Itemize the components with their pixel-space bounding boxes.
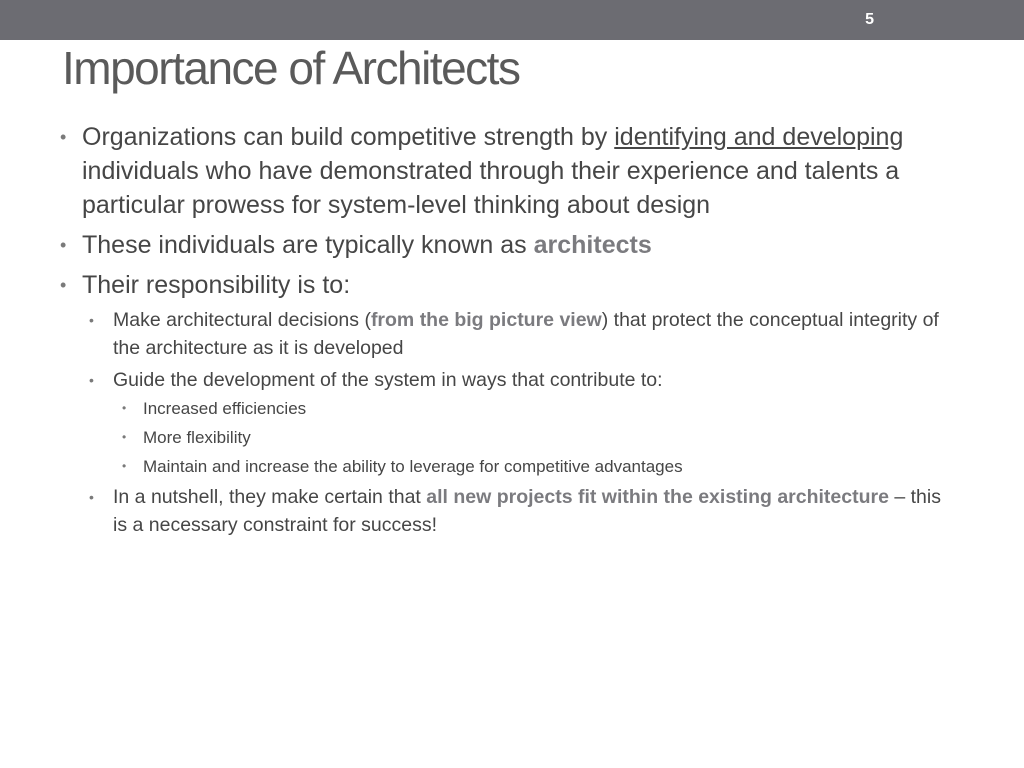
- underlined-phrase: identifying and developing: [614, 123, 904, 151]
- slide-content: [58, 120, 958, 545]
- bullet-list: [58, 120, 958, 539]
- sub-sub-bullet-list: [113, 396, 958, 479]
- bullet-text: These individuals are typically known as: [82, 231, 534, 259]
- bullet-text: Their responsibility is to:: [82, 271, 351, 299]
- sub-sub-bullet: • Increased efficiencies: [113, 396, 958, 421]
- sub-bullet-text: ) that protect the conceptual integrity of the architecture as it is developed: [113, 309, 939, 359]
- sub-sub-bullet: • Maintain and increase the ability to leverage for competitive advantages: [113, 454, 958, 479]
- emphasized-phrase: from the big picture view: [370, 309, 602, 331]
- emphasized-phrase: all new projects fit within the existing architecture: [426, 486, 889, 508]
- bullet-text: Organizations can build competitive strength by: [82, 123, 615, 151]
- emphasized-phrase: architects: [533, 231, 652, 259]
- bullet-organizations: [58, 120, 958, 222]
- sub-bullet-guide: [82, 366, 958, 479]
- sub-bullet-text: – this is a necessary constraint for success!: [113, 486, 941, 536]
- sub-sub-bullet: • More flexibility: [113, 425, 958, 450]
- bullet-text: individuals who have demonstrated through their experience and talents a particular prowess for system-level thinking about design: [82, 157, 900, 219]
- sub-bullet-text: In a nutshell, they make certain that: [113, 486, 427, 508]
- top-bar: [0, 0, 1024, 40]
- slide-title: Importance of Architects: [62, 42, 520, 94]
- slide-number: 5: [865, 11, 874, 28]
- sub-bullet-text: Make architectural decisions (: [113, 309, 371, 331]
- sub-bullet-decisions: [82, 306, 958, 362]
- bullet-responsibility: [58, 268, 958, 539]
- sub-bullet-nutshell: [82, 483, 958, 539]
- sub-bullet-list: [82, 306, 958, 539]
- sub-bullet-text: Guide the development of the system in ways that contribute to:: [113, 369, 663, 391]
- bullet-architects: [58, 228, 958, 262]
